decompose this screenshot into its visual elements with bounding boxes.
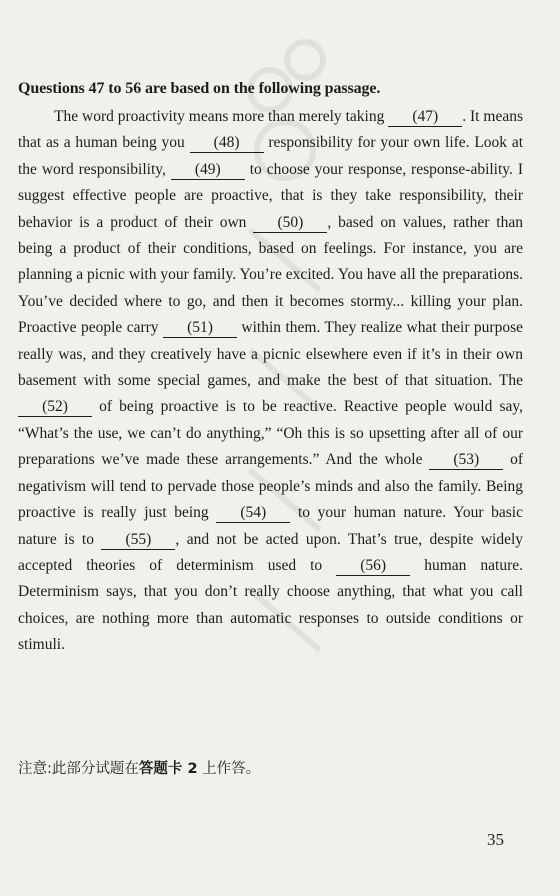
passage-paragraph — [18, 104, 523, 659]
passage-text: responsibility for your own life. Look at the word responsibility, — [18, 134, 524, 178]
reading-passage — [18, 104, 523, 659]
note-prefix: 注意:此部分试题在 — [18, 761, 139, 777]
blank-56: (56) — [336, 557, 410, 576]
blank-49: (49) — [171, 161, 245, 180]
passage-text: , based on values, rather than being a product of their conditions, based on feelings. For instance, you are planning a picnic with your family. You’re excited. You have all the preparations. You’ve decided where to go, and then it becomes stormy... killing your plan. Proactive people carry — [18, 213, 523, 337]
blank-52: (52) — [18, 398, 92, 417]
blank-51: (51) — [163, 319, 237, 338]
passage-text: , and not be acted upon. That’s true, despite widely accepted theories of determinism used to — [18, 530, 524, 574]
passage-text: human nature. Determinism says, that you don’t really choose anything, that what you call choices, are nothing more than automatic responses to outside conditions or stimuli. — [18, 556, 523, 654]
section-heading: Questions 47 to 56 are based on the following passage. — [18, 80, 381, 97]
blank-55: (55) — [101, 531, 175, 550]
blank-50: (50) — [253, 214, 327, 233]
note-suffix: 上作答。 — [197, 761, 261, 777]
note-answer-card: 答题卡 2 — [138, 761, 198, 777]
passage-text: within them. They realize what their purpose really was, and they creatively have a picnic elsewhere even if it’s in their own basement with some special games, and make the best of that situation. The — [18, 319, 523, 390]
blank-53: (53) — [429, 451, 503, 470]
blank-54: (54) — [216, 504, 290, 523]
passage-text: of being proactive is to be reactive. Reactive people would say, “What’s the use, we can’t do anything,” “Oh this is so upsetting after all of our preparations we’ve made these arrangements.” And the whole — [18, 398, 523, 469]
passage-text: of negativism will tend to pervade those people’s minds and also the family. Being proactive is really just being — [18, 451, 524, 522]
blank-48: (48) — [190, 134, 264, 153]
passage-text: to choose your response, response-ability. I suggest effective people are proactive, that is they take responsibility, their behavior is a product of their own — [18, 160, 523, 231]
answer-sheet-note — [18, 757, 260, 778]
passage-text: The word proactivity means more than merely taking — [54, 108, 389, 125]
passage-text: . It means that as a human being you — [18, 108, 523, 152]
page-number: 35 — [487, 830, 504, 849]
passage-text: to your human nature. Your basic nature is to — [18, 504, 523, 548]
blank-47: (47) — [388, 108, 462, 127]
